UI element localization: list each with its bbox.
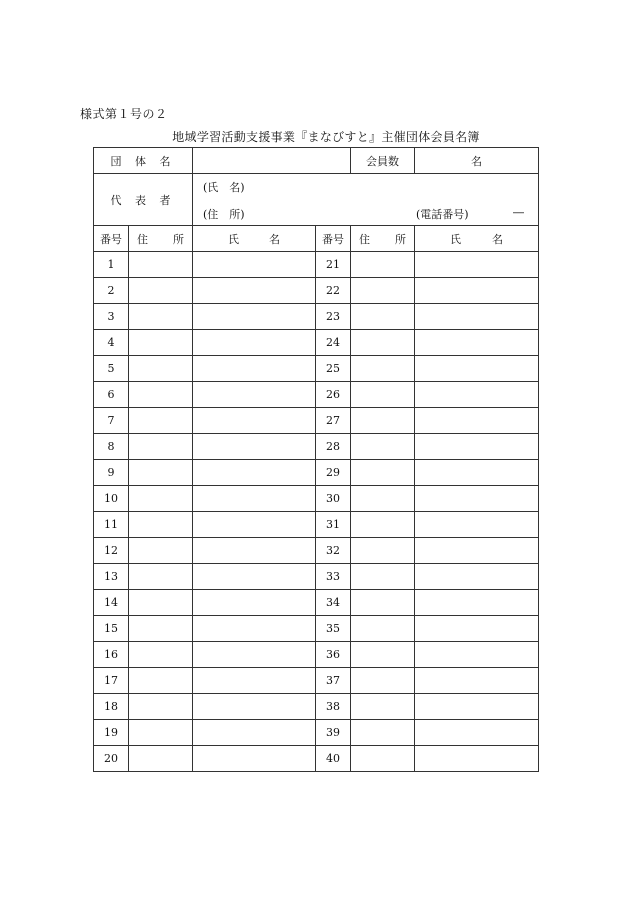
address-cell-right[interactable]	[351, 356, 415, 382]
representative-label: 代 表 者	[94, 174, 193, 226]
address-cell-left[interactable]	[129, 252, 193, 278]
row-number-right: 21	[316, 252, 351, 278]
address-cell-left[interactable]	[129, 460, 193, 486]
name-cell-right[interactable]	[415, 616, 539, 642]
name-cell-right[interactable]	[415, 252, 539, 278]
name-cell-left[interactable]	[193, 408, 316, 434]
row-number-right: 31	[316, 512, 351, 538]
address-cell-left[interactable]	[129, 304, 193, 330]
name-cell-right[interactable]	[415, 720, 539, 746]
row-number-right: 30	[316, 486, 351, 512]
representative-row	[94, 174, 539, 226]
address-cell-right[interactable]	[351, 590, 415, 616]
name-cell-right[interactable]	[415, 512, 539, 538]
name-cell-left[interactable]	[193, 512, 316, 538]
row-number-left: 20	[94, 746, 129, 772]
address-cell-left[interactable]	[129, 408, 193, 434]
member-roster-table	[93, 147, 539, 772]
representative-address-label: (住 所)	[203, 208, 245, 221]
name-cell-left[interactable]	[193, 694, 316, 720]
row-number-right: 34	[316, 590, 351, 616]
table-row	[94, 252, 539, 278]
representative-name-label: (氏 名)	[203, 181, 245, 194]
name-cell-right[interactable]	[415, 356, 539, 382]
name-cell-right[interactable]	[415, 668, 539, 694]
table-row	[94, 538, 539, 564]
name-cell-left[interactable]	[193, 382, 316, 408]
address-cell-left[interactable]	[129, 668, 193, 694]
name-cell-right[interactable]	[415, 564, 539, 590]
row-number-right: 35	[316, 616, 351, 642]
name-cell-left[interactable]	[193, 720, 316, 746]
row-number-left: 14	[94, 590, 129, 616]
table-row	[94, 590, 539, 616]
name-cell-right[interactable]	[415, 382, 539, 408]
table-row	[94, 564, 539, 590]
row-number-left: 2	[94, 278, 129, 304]
name-cell-left[interactable]	[193, 460, 316, 486]
row-number-left: 4	[94, 330, 129, 356]
row-number-right: 38	[316, 694, 351, 720]
column-address-left	[129, 226, 193, 252]
row-number-left: 6	[94, 382, 129, 408]
name-cell-right[interactable]	[415, 278, 539, 304]
row-number-left: 15	[94, 616, 129, 642]
address-cell-right[interactable]	[351, 512, 415, 538]
row-number-left: 8	[94, 434, 129, 460]
row-number-right: 40	[316, 746, 351, 772]
address-cell-right[interactable]	[351, 408, 415, 434]
name-cell-left[interactable]	[193, 434, 316, 460]
row-number-left: 9	[94, 460, 129, 486]
address-cell-left[interactable]	[129, 356, 193, 382]
column-address-right	[351, 226, 415, 252]
address-cell-right[interactable]	[351, 460, 415, 486]
member-count-field[interactable]	[415, 148, 539, 174]
name-cell-right[interactable]	[415, 538, 539, 564]
address-cell-left[interactable]	[129, 434, 193, 460]
table-row	[94, 356, 539, 382]
table-row	[94, 408, 539, 434]
name-cell-left[interactable]	[193, 616, 316, 642]
name-cell-right[interactable]	[415, 590, 539, 616]
name-cell-left[interactable]	[193, 746, 316, 772]
name-cell-right[interactable]	[415, 330, 539, 356]
table-row	[94, 512, 539, 538]
table-row	[94, 486, 539, 512]
row-number-left: 5	[94, 356, 129, 382]
address-cell-left[interactable]	[129, 590, 193, 616]
name-cell-left[interactable]	[193, 330, 316, 356]
row-number-left: 10	[94, 486, 129, 512]
table-row	[94, 720, 539, 746]
table-row	[94, 278, 539, 304]
member-count-unit: 名	[471, 154, 482, 168]
row-number-left: 7	[94, 408, 129, 434]
member-count-label: 会員数	[351, 148, 415, 174]
name-char-1: 氏	[450, 232, 461, 246]
row-number-left: 13	[94, 564, 129, 590]
table-row	[94, 694, 539, 720]
row-number-left: 12	[94, 538, 129, 564]
name-cell-left[interactable]	[193, 564, 316, 590]
row-number-left: 3	[94, 304, 129, 330]
address-cell-right[interactable]	[351, 252, 415, 278]
table-row	[94, 460, 539, 486]
address-cell-right[interactable]	[351, 382, 415, 408]
row-number-right: 29	[316, 460, 351, 486]
name-cell-left[interactable]	[193, 668, 316, 694]
address-cell-right[interactable]	[351, 616, 415, 642]
address-char-1: 住	[137, 232, 148, 246]
name-char-1: 氏	[228, 232, 239, 246]
table-row	[94, 616, 539, 642]
address-cell-left[interactable]	[129, 278, 193, 304]
address-cell-right[interactable]	[351, 642, 415, 668]
phone-dash: ―	[513, 206, 524, 219]
column-name-left	[193, 226, 316, 252]
address-cell-left[interactable]	[129, 746, 193, 772]
representative-field[interactable]	[193, 174, 539, 226]
representative-phone-label: (電話番号)	[416, 208, 469, 221]
group-name-label: 団 体 名	[94, 148, 193, 174]
address-cell-left[interactable]	[129, 486, 193, 512]
name-char-2: 名	[492, 232, 503, 246]
table-row	[94, 382, 539, 408]
address-cell-left[interactable]	[129, 564, 193, 590]
address-cell-left[interactable]	[129, 538, 193, 564]
address-cell-right[interactable]	[351, 746, 415, 772]
address-cell-right[interactable]	[351, 330, 415, 356]
table-row	[94, 746, 539, 772]
row-number-left: 11	[94, 512, 129, 538]
name-cell-right[interactable]	[415, 434, 539, 460]
row-number-left: 1	[94, 252, 129, 278]
group-header-row	[94, 148, 539, 174]
name-cell-left[interactable]	[193, 486, 316, 512]
name-cell-left[interactable]	[193, 590, 316, 616]
row-number-left: 18	[94, 694, 129, 720]
name-cell-right[interactable]	[415, 304, 539, 330]
address-cell-left[interactable]	[129, 720, 193, 746]
row-number-right: 27	[316, 408, 351, 434]
name-cell-left[interactable]	[193, 304, 316, 330]
address-cell-right[interactable]	[351, 564, 415, 590]
address-cell-left[interactable]	[129, 330, 193, 356]
address-cell-right[interactable]	[351, 486, 415, 512]
row-number-right: 23	[316, 304, 351, 330]
row-number-right: 36	[316, 642, 351, 668]
address-cell-right[interactable]	[351, 694, 415, 720]
name-cell-right[interactable]	[415, 408, 539, 434]
name-cell-left[interactable]	[193, 642, 316, 668]
group-name-field[interactable]	[193, 148, 351, 174]
name-char-2: 名	[269, 232, 280, 246]
document-title: 地域学習活動支援事業『まなびすと』主催団体会員名簿	[172, 130, 480, 144]
address-char-2: 所	[395, 232, 406, 246]
name-cell-right[interactable]	[415, 486, 539, 512]
row-number-left: 19	[94, 720, 129, 746]
row-number-left: 17	[94, 668, 129, 694]
name-cell-right[interactable]	[415, 746, 539, 772]
table-row	[94, 330, 539, 356]
name-cell-left[interactable]	[193, 278, 316, 304]
table-row	[94, 642, 539, 668]
name-cell-left[interactable]	[193, 356, 316, 382]
row-number-right: 22	[316, 278, 351, 304]
column-number-right: 番号	[316, 226, 351, 252]
column-header-row	[94, 226, 539, 252]
table-row	[94, 434, 539, 460]
row-number-right: 28	[316, 434, 351, 460]
name-cell-right[interactable]	[415, 694, 539, 720]
row-number-right: 24	[316, 330, 351, 356]
row-number-right: 32	[316, 538, 351, 564]
address-char-1: 住	[359, 232, 370, 246]
address-cell-left[interactable]	[129, 642, 193, 668]
address-cell-right[interactable]	[351, 434, 415, 460]
address-cell-right[interactable]	[351, 278, 415, 304]
row-number-right: 26	[316, 382, 351, 408]
form-number: 様式第１号の２	[80, 107, 168, 121]
address-cell-right[interactable]	[351, 304, 415, 330]
address-cell-left[interactable]	[129, 616, 193, 642]
name-cell-left[interactable]	[193, 252, 316, 278]
column-number-left: 番号	[94, 226, 129, 252]
address-cell-right[interactable]	[351, 668, 415, 694]
address-cell-left[interactable]	[129, 382, 193, 408]
address-cell-right[interactable]	[351, 538, 415, 564]
address-char-2: 所	[173, 232, 184, 246]
table-row	[94, 668, 539, 694]
row-number-right: 39	[316, 720, 351, 746]
address-cell-left[interactable]	[129, 512, 193, 538]
table-row	[94, 304, 539, 330]
name-cell-right[interactable]	[415, 460, 539, 486]
row-number-left: 16	[94, 642, 129, 668]
row-number-right: 33	[316, 564, 351, 590]
column-name-right	[415, 226, 539, 252]
row-number-right: 25	[316, 356, 351, 382]
address-cell-right[interactable]	[351, 720, 415, 746]
name-cell-left[interactable]	[193, 538, 316, 564]
name-cell-right[interactable]	[415, 642, 539, 668]
address-cell-left[interactable]	[129, 694, 193, 720]
row-number-right: 37	[316, 668, 351, 694]
